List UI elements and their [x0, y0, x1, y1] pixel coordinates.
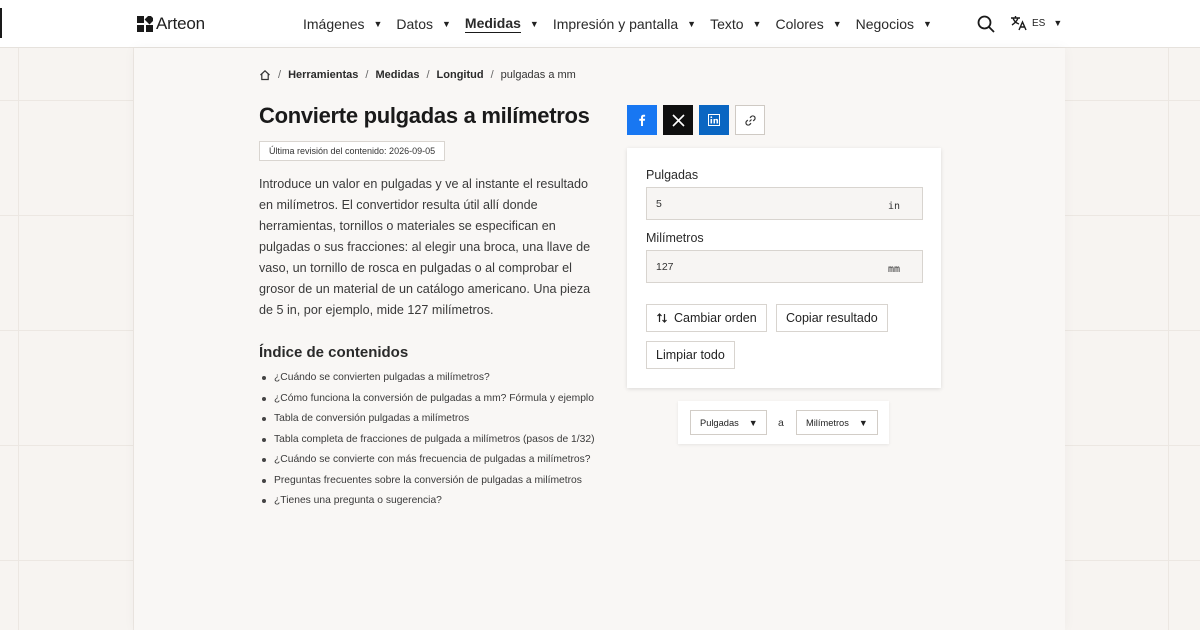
caret-down-icon: ▼ [748, 417, 758, 428]
breadcrumb-separator: / [426, 69, 430, 81]
logo-icon [137, 16, 153, 32]
nav-label: Datos [396, 16, 433, 32]
nav-item-negocios[interactable] [856, 15, 932, 33]
top-navigation-bar [0, 0, 1200, 48]
caret-down-icon: ▼ [529, 19, 539, 29]
converter-card [627, 148, 941, 388]
swap-order-button[interactable] [646, 304, 767, 332]
nav-label: Medidas [464, 15, 521, 31]
intro-paragraph: Introduce un valor en pulgadas y ve al instante el resultado en milímetros. El convertidor resulta útil allí donde herramientas, tornillos o materiales se especifican en pulgadas o sus fracciones: al elegir una broca, una llave de vaso, un tornillo de rosca en pulgadas o al comprobar el grosor de un material de un catálogo americano. Una pieza de 5 in, por ejemplo, mide 127 milímetros. [259, 177, 591, 317]
share-linkedin-button[interactable] [699, 105, 729, 135]
breadcrumb [259, 69, 576, 81]
millimeters-label: Milímetros [646, 231, 704, 245]
from-unit-select[interactable] [690, 410, 767, 435]
inches-label: Pulgadas [646, 168, 699, 182]
nav-item-datos[interactable] [396, 15, 451, 33]
caret-down-icon: ▼ [1053, 18, 1063, 28]
nav-item-imagenes[interactable] [303, 15, 382, 33]
toc-item [259, 370, 599, 385]
caret-down-icon: ▼ [858, 417, 868, 428]
translate-icon [1010, 15, 1027, 31]
edge-marker [0, 8, 2, 38]
toc-link[interactable]: ¿Cómo funciona la conversión de pulgadas a mm? Fórmula y ejemplo [274, 392, 594, 404]
main-nav [303, 15, 946, 33]
breadcrumb-current: pulgadas a mm [500, 69, 576, 81]
unit-selector [678, 401, 889, 444]
nav-item-texto[interactable] [710, 15, 761, 33]
caret-down-icon: ▼ [923, 19, 932, 29]
toc-item [259, 473, 599, 488]
copy-result-button[interactable] [776, 304, 888, 332]
share-x-button[interactable] [663, 105, 693, 135]
toc-link[interactable]: Tabla completa de fracciones de pulgada a milímetros (pasos de 1/32) [274, 433, 595, 445]
breadcrumb-separator: / [365, 69, 369, 81]
page-title: Convierte pulgadas a milímetros [259, 103, 590, 128]
caret-down-icon: ▼ [752, 19, 762, 29]
toc-link[interactable]: Tabla de conversión pulgadas a milímetros [274, 413, 470, 424]
millimeters-field[interactable] [646, 250, 923, 283]
toc-title: Índice de contenidos [259, 344, 409, 361]
toc-item [259, 391, 599, 406]
breadcrumb-separator: / [278, 69, 282, 81]
toc-item [259, 452, 599, 467]
inches-input[interactable] [656, 198, 856, 210]
search-icon[interactable] [977, 15, 995, 33]
copy-result-label: Copiar resultado [786, 311, 878, 325]
millimeters-input[interactable] [656, 261, 856, 273]
nav-label: Imágenes [303, 16, 365, 32]
to-unit-value: Milímetros [806, 417, 849, 428]
linkedin-icon [708, 114, 720, 126]
revision-badge: Última revisión del contenido: 2026-09-05 [259, 141, 445, 161]
nav-label: Impresión y pantalla [552, 16, 679, 32]
copy-link-button[interactable] [735, 105, 765, 135]
language-code: ES [1032, 17, 1046, 29]
logo-text: Arteon [156, 14, 205, 33]
nav-label: Texto [710, 16, 744, 32]
home-icon[interactable] [259, 69, 271, 81]
breadcrumb-medidas[interactable]: Medidas [375, 69, 420, 81]
nav-label: Negocios [855, 16, 914, 32]
language-selector[interactable] [1010, 15, 1062, 31]
clear-all-label: Limpiar todo [656, 348, 725, 362]
toc-link[interactable]: Preguntas frecuentes sobre la conversión de pulgadas a milímetros [274, 474, 582, 486]
share-facebook-button[interactable] [627, 105, 657, 135]
clear-all-button[interactable] [646, 341, 735, 369]
from-unit-value: Pulgadas [700, 417, 739, 428]
share-buttons [627, 105, 765, 135]
inches-unit: in [887, 201, 900, 212]
swap-arrows-icon [656, 312, 668, 324]
swap-order-label: Cambiar orden [674, 311, 757, 325]
toc-item [259, 432, 599, 447]
millimeters-unit: mm [887, 264, 900, 275]
table-of-contents [259, 370, 599, 514]
breadcrumb-longitud[interactable]: Longitud [436, 69, 484, 81]
nav-item-colores[interactable] [775, 15, 841, 33]
toc-link[interactable]: ¿Cuándo se convierte con más frecuencia de pulgadas a milímetros? [274, 454, 591, 465]
caret-down-icon: ▼ [687, 19, 697, 29]
breadcrumb-separator: / [490, 69, 494, 81]
inches-field[interactable] [646, 187, 923, 220]
nav-label: Colores [775, 16, 824, 32]
caret-down-icon: ▼ [373, 19, 383, 29]
nav-item-medidas[interactable] [465, 15, 539, 33]
toc-item [259, 411, 599, 426]
link-icon [744, 114, 757, 127]
unit-connector: a [778, 417, 784, 429]
toc-link[interactable]: ¿Cuándo se convierten pulgadas a milímetros? [274, 372, 490, 383]
to-unit-select[interactable] [796, 410, 878, 435]
facebook-icon [636, 114, 648, 126]
toc-item [259, 493, 599, 508]
caret-down-icon: ▼ [441, 19, 451, 29]
breadcrumb-herramientas[interactable]: Herramientas [288, 69, 359, 81]
caret-down-icon: ▼ [832, 19, 842, 29]
x-icon [672, 114, 685, 127]
nav-item-impresion[interactable] [553, 15, 696, 33]
logo[interactable] [137, 14, 205, 34]
toc-link[interactable]: ¿Tienes una pregunta o sugerencia? [274, 495, 442, 506]
